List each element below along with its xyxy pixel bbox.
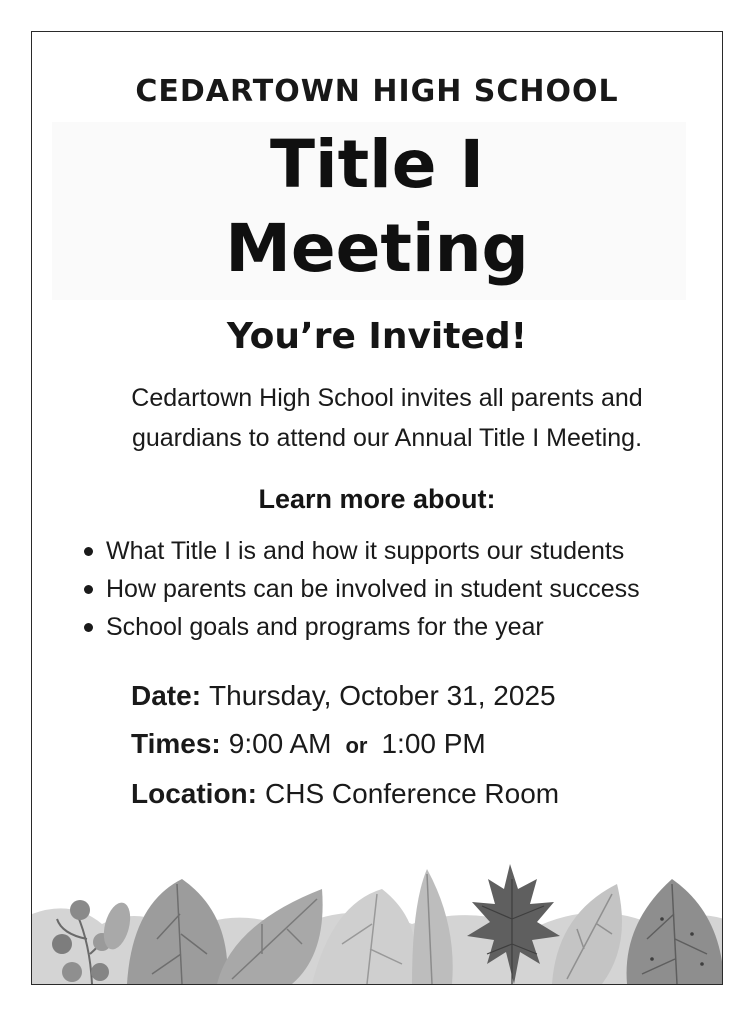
- date-label: Date:: [131, 680, 202, 711]
- time-1-value: 9:00 AM: [228, 728, 332, 759]
- flyer: [31, 31, 723, 985]
- intro-line-1: Cedartown High School invites all parents and: [131, 384, 643, 412]
- list-item: What Title I is and how it supports our students: [84, 532, 640, 570]
- intro-paragraph: [72, 378, 702, 458]
- leaf-icon: [412, 869, 453, 984]
- meeting-details: [131, 672, 559, 818]
- learn-more-heading: Learn more about:: [258, 484, 496, 514]
- autumn-leaves-border: [32, 844, 723, 984]
- location-row: [131, 770, 559, 818]
- invitation-heading: You’re Invited!: [226, 316, 528, 357]
- date-value: Thursday, October 31, 2025: [209, 680, 556, 711]
- date-row: [131, 672, 559, 720]
- title-line-2: Meeting: [225, 210, 529, 287]
- times-row: [131, 720, 559, 770]
- intro-line-2: guardians to attend our Annual Title I Meeting.: [131, 424, 643, 452]
- learn-more-list: [84, 532, 640, 646]
- location-label: Location:: [131, 778, 257, 809]
- times-separator: or: [345, 733, 368, 758]
- location-value: CHS Conference Room: [265, 778, 560, 809]
- title-line-1: Title I: [269, 126, 485, 203]
- list-item: School goals and programs for the year: [84, 608, 640, 646]
- time-2-value: 1:00 PM: [381, 728, 486, 759]
- school-name: CEDARTOWN HIGH SCHOOL: [135, 74, 619, 109]
- list-item: How parents can be involved in student success: [84, 570, 640, 608]
- times-label: Times:: [131, 728, 221, 759]
